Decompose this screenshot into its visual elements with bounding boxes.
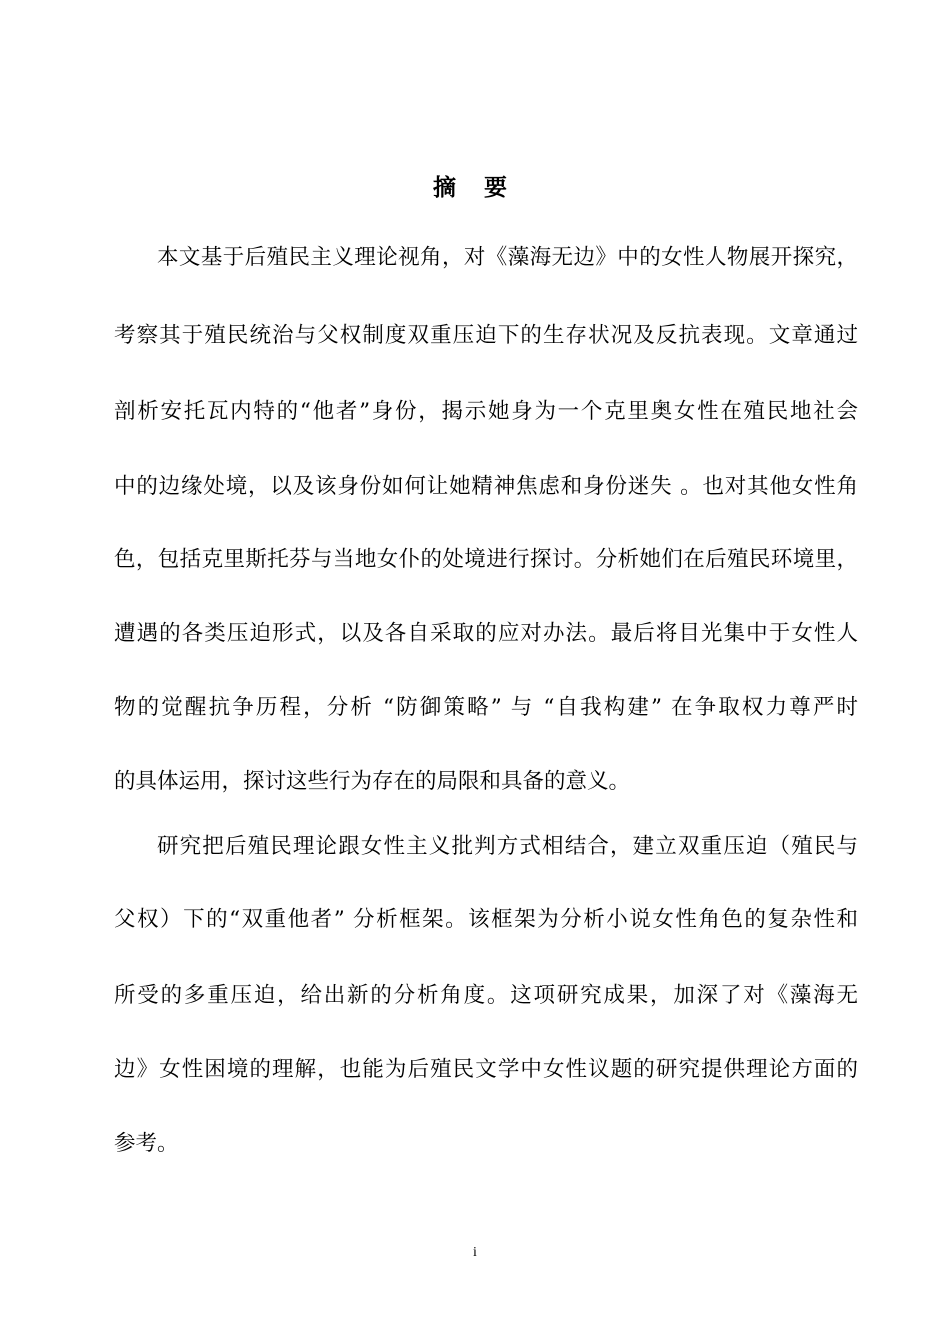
paragraph-1-line-7: 物的觉醒抗争历程，分析 “防御策略” 与 “自我构建” 在争取权力尊严时 (114, 695, 858, 720)
paragraph-2-line-5: 参考。 (114, 1131, 179, 1156)
paragraph-1-line-4: 中的边缘处境，以及该身份如何让她精神焦虑和身份迷失 。也对其他女性角 (114, 474, 858, 499)
page-number: i (473, 1245, 477, 1260)
paragraph-2-line-1: 研究把后殖民理论跟女性主义批判方式相结合，建立双重压迫（殖民与 (157, 834, 858, 859)
paragraph-1-line-1: 本文基于后殖民主义理论视角，对《藻海无边》中的女性人物展开探究， (157, 245, 858, 270)
paragraph-2-line-2: 父权）下的“双重他者” 分析框架。该框架为分析小说女性角色的复杂性和 (114, 907, 858, 932)
paragraph-1-line-3: 剖析安托瓦内特的“他者”身份，揭示她身为一个克里奥女性在殖民地社会 (114, 399, 858, 424)
paragraph-2-line-4: 边》女性困境的理解，也能为后殖民文学中女性议题的研究提供理论方面的 (114, 1057, 858, 1082)
paragraph-1-line-8: 的具体运用，探讨这些行为存在的局限和具备的意义。 (114, 769, 631, 794)
paragraph-1-line-2: 考察其于殖民统治与父权制度双重压迫下的生存状况及反抗表现。文章通过 (114, 323, 858, 348)
abstract-title: 摘 要 (432, 175, 517, 201)
paragraph-2-line-3: 所受的多重压迫，给出新的分析角度。这项研究成果，加深了对《藻海无 (114, 983, 858, 1008)
paragraph-1-line-5: 色，包括克里斯托芬与当地女仆的处境进行探讨。分析她们在后殖民环境里， (114, 547, 858, 572)
paragraph-1-line-6: 遭遇的各类压迫形式，以及各自采取的应对办法。最后将目光集中于女性人 (114, 621, 858, 646)
